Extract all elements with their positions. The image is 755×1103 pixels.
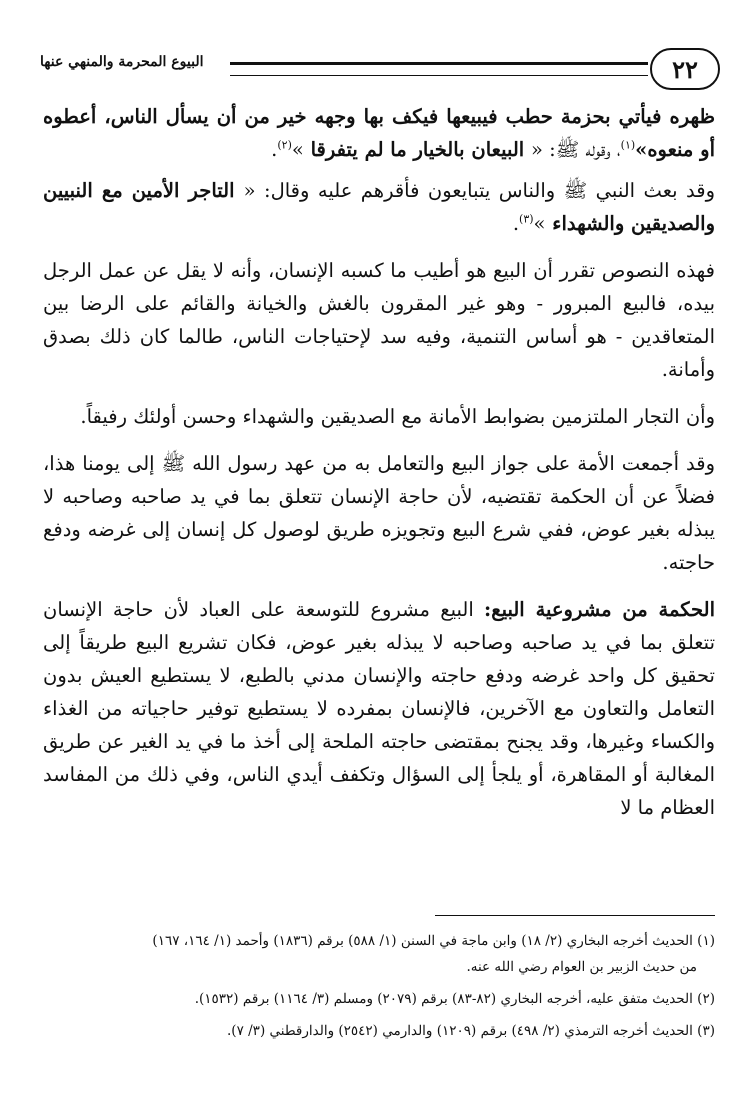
paragraph-1-end: . [271,138,278,161]
paragraph-6-text: البيع مشروع للتوسعة على العباد لأن حاجة الإنسان تتعلق بما في يد صاحبه وصاحبه لا يبذله بغير عوض، فكان تشريع البيع طريقاً إلى تحقيق كل واحد غرضه ودفع حاجته والإنسان مدني بالطبع، لا يستطيع العيش بدون التعامل والتعاون مع الآخرين، فالإنسان بمفرده لا يستطيع توفير حاجياته من الغذاء والكساء وغيرها، وقد يجنح بمقتضى حاجته الملحة إلى أخذ ما في يد الغير عن طريق المغالبة أو المقاهرة، أو يلجأ إلى السؤال وتكفف أيدي الناس، وفي ذلك من المفاسد العظام ما لا [43,598,715,819]
paragraph-2-close: » [533,212,546,235]
running-title: البيوع المحرمة والمنهي عنها [40,54,204,70]
paragraph-6 [43,593,715,824]
footnote-3: (٣) الحديث أخرجه الترمذي (٢/ ٤٩٨) برقم (١٢٠٩) والدارمي (٢٥٤٢) والدارقطني (٣/ ٧). [227,1023,715,1039]
footnote-ref-3: (٣) [519,212,534,226]
footnotes [43,928,715,1050]
page-header [40,42,720,98]
paragraph-4: وأن التجار الملتزمين بضوابط الأمانة مع الصديقين والشهداء وحسن أولئك رفيقاً. [80,405,715,428]
paragraph-2-end: . [512,212,520,235]
hadith-text-2: البيعان بالخيار ما لم يتفرقا [303,138,531,161]
paragraph-2-text: وقد بعث النبي ﷺ والناس يتبايعون فأقرهم عليه وقال: « [243,179,715,202]
footnote-ref-1: (١) [620,138,636,152]
header-rule [230,62,648,76]
paragraph-1-connector: ، وقوله ﷺ: « [531,138,621,161]
hadith-text-1: ظهره فيأتي بحزمة حطب فيبيعها فيكف بها وجهه خير من أن يسأل الناس، أعطوه أو منعوه» [43,105,715,161]
main-text [43,100,715,838]
section-lead: الحكمة من مشروعية البيع: [484,598,716,621]
footnote-rule [435,915,715,916]
page-number-badge [650,48,720,90]
footnote-ref-2: (٢) [277,138,292,152]
footnote-1 [43,928,715,980]
paragraph-2 [43,174,715,240]
page-number: ٢٢ [672,54,698,84]
paragraph-5: وقد أجمعت الأمة على جواز البيع والتعامل به من عهد رسول الله ﷺ إلى يومنا هذا، فضلاً عن أن الحكمة تقتضيه، لأن حاجة الإنسان تتعلق بما في يد صاحبه وصاحبه لا يبذله بغير عوض، ففي شرع البيع وتجويزه طريق لوصول كل إنسان إلى غرضه ودفع حاجته. [43,452,715,574]
paragraph-1 [43,100,715,166]
footnote-1-continuation: من حديث الزبير بن العوام رضي الله عنه. [466,959,697,975]
paragraph-3: فهذه النصوص تقرر أن البيع هو أطيب ما كسبه الإنسان، وأنه لا يقل عن عمل الرجل بيده، فالبيع المبرور - وهو غير المقرون بالغش والخيانة والقائم على الرضا بين المتعاقدين - هو أساس التنمية، وفيه سد لإحتياجات الناس، طالما كان ذلك بصدق وأمانة. [43,259,715,381]
footnote-1-text: (١) الحديث أخرجه البخاري (٢/ ١٨) وابن ماجة في السنن (١/ ٥٨٨) برقم (١٨٣٦) وأحمد (١/ ١٦٤، ١٦٧) [152,933,715,949]
footnote-2: (٢) الحديث متفق عليه، أخرجه البخاري (٨٢-٨٣) برقم (٢٠٧٩) ومسلم (٣/ ١١٦٤) برقم (١٥٣٢). [194,991,715,1007]
paragraph-1-close: » [291,138,304,161]
hadith-text-3: التاجر الأمين مع النبيين والصديقين والشهداء [43,179,715,235]
